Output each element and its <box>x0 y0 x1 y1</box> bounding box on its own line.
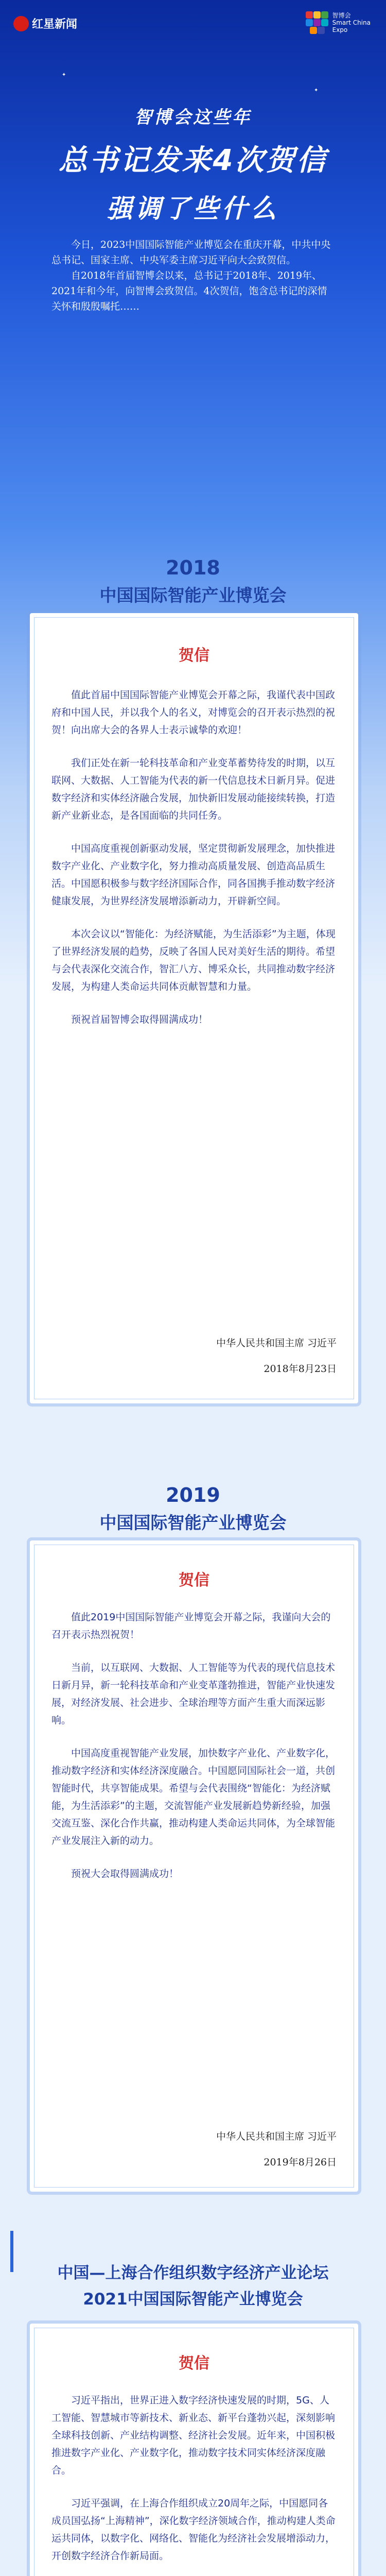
letter-paragraph: 我们正处在新一轮科技革命和产业变革蓄势待发的时期，以互联网、大数据、人工智能为代表的新一代信息技术日新月异。促进数字经济和实体经济融合发展，加快新旧发展动能接续转换，打造新产业新业态，是各国面临的共同任务。 <box>51 757 336 821</box>
sparkle-icon: ✦ <box>314 88 319 93</box>
top-bar <box>0 0 386 57</box>
news-logo-text: 红星新闻 <box>32 18 78 31</box>
letter-paragraph: 习近平强调，在上海合作组织成立20周年之际，中国愿同各成员国弘扬“上海精神”，深化数字经济领域合作，推动构建人类命运共同体，以数字化、网络化、智能化为经济社会发展增添动力，开创数字经济合作新局面。 <box>51 2498 336 2562</box>
sparkle-icon: ✦ <box>62 72 66 78</box>
news-logo <box>13 15 77 31</box>
intro-paragraph: 自2018年首届智博会以来，总书记于2018年、2019年、2021年和今年，向智博会致贺信。4次贺信，饱含总书记的深情关怀和殷殷嘱托…… <box>51 270 327 312</box>
signature-date: 2018年8月23日 <box>264 1363 337 1375</box>
red-star-logo-icon <box>13 16 29 31</box>
section-name: 中国国际智能产业博览会 <box>99 1513 287 1533</box>
letter-card-2019 <box>30 1540 358 2192</box>
letter-paragraph: 中国高度重视智能产业发展，加快数字产业化、产业数字化，推动数字经济和实体经济深度融合。中国愿同国际社会一道，共创智能时代，共享智能成果。希望与会代表围绕“智能化：为经济赋能，为生活添彩”的主题，交流智能产业发展新趋势新经验，加强交流互鉴、深化合作共赢，推动构建人类命运共同体，为全球智能产业发展注入新的动力。 <box>51 1748 336 1846</box>
letter-title: 贺信 <box>179 2354 209 2372</box>
section-year: 2018 <box>166 556 220 579</box>
letter-card-2018 <box>30 613 358 1403</box>
section-heading-2021 <box>0 2257 386 2309</box>
expo-logo-line1: 智博会 <box>332 12 351 19</box>
expo-logo-icon <box>306 11 328 34</box>
signature-name: 中华人民共和国主席 习近平 <box>216 1337 337 1349</box>
letter-title: 贺信 <box>179 1571 209 1589</box>
section-name: 2021中国国际智能产业博览会 <box>83 2290 303 2309</box>
letter-body <box>51 2392 337 2576</box>
signature-date: 2019年8月26日 <box>264 2157 337 2168</box>
letter-title: 贺信 <box>179 647 209 665</box>
letter-paragraph: 值此首届中国国际智能产业博览会开幕之际，我谨代表中国政府和中国人民，并以我个人的名义，对博览会的召开表示热烈的祝贺！向出席大会的各界人士表示诚挚的欢迎！ <box>51 689 336 736</box>
section-year: 2019 <box>166 1484 220 1506</box>
letter-signature <box>216 1330 337 1382</box>
letter-paragraph: 预祝大会取得圆满成功！ <box>71 1868 179 1879</box>
letter-paragraph: 预祝首届智博会取得圆满成功！ <box>71 1014 208 1025</box>
expo-logo-text <box>332 12 371 33</box>
expo-logo <box>306 11 371 34</box>
letter-body <box>51 1608 337 1898</box>
letter-body <box>51 686 337 1044</box>
hero-line2: 总书记发来4次贺信 <box>58 144 328 177</box>
section-heading-2019 <box>0 1484 386 1534</box>
expo-logo-line2: Smart China <box>332 19 371 26</box>
hero-title <box>0 103 386 225</box>
section-heading-2018 <box>0 556 386 606</box>
section-name: 中国国际智能产业博览会 <box>99 585 287 605</box>
letter-paragraph: 本次会议以“智能化：为经济赋能，为生活添彩”为主题，体现了世界经济发展的趋势，反映了各国人民对美好生活的期待。希望与会代表深化交流合作，智汇八方、博采众长，共同推动数字经济发展，为构建人类命运共同体贡献智慧和力量。 <box>51 928 336 992</box>
hero-line3: 强调了些什么 <box>107 194 279 224</box>
letter-paragraph: 当前，以互联网、大数据、人工智能等为代表的现代信息技术日新月异，新一轮科技革命和产业变革蓬勃推进，智能产业快速发展，对经济发展、社会进步、全球治理等方面产生重大而深远影响。 <box>51 1662 336 1726</box>
letter-card-2021 <box>30 2324 358 2576</box>
section-forum-name: 中国—上海合作组织数字经济产业论坛 <box>57 2264 329 2282</box>
expo-logo-line3: Expo <box>332 26 348 33</box>
intro-paragraph: 今日，2023中国国际智能产业博览会在重庆开幕，中共中央总书记、国家主席、中央军委主席习近平向大会致贺信。 <box>51 239 331 266</box>
intro-text <box>51 237 335 314</box>
signature-name: 中华人民共和国主席 习近平 <box>216 2131 337 2142</box>
letter-signature <box>216 2124 337 2175</box>
letter-paragraph: 习近平指出，世界正进入数字经济快速发展的时期，5G、人工智能、智慧城市等新技术、新业态、新平台蓬勃兴起，深刻影响全球科技创新、产业结构调整、经济社会发展。近年来，中国积极推进数字产业化、产业数字化，推动数字技术同实体经济深度融合。 <box>51 2395 336 2476</box>
hero-line1: 智博会这些年 <box>134 107 252 128</box>
letter-paragraph: 中国高度重视创新驱动发展，坚定贯彻新发展理念，加快推进数字产业化、产业数字化，努力推动高质量发展、创造高品质生活。中国愿积极参与数字经济国际合作，同各国携手推动数字经济健康发展，为世界经济发展增添新动力，开辟新空间。 <box>51 843 336 907</box>
letter-paragraph: 值此2019中国国际智能产业博览会开幕之际，我谨向大会的召开表示热烈祝贺！ <box>51 1612 331 1640</box>
